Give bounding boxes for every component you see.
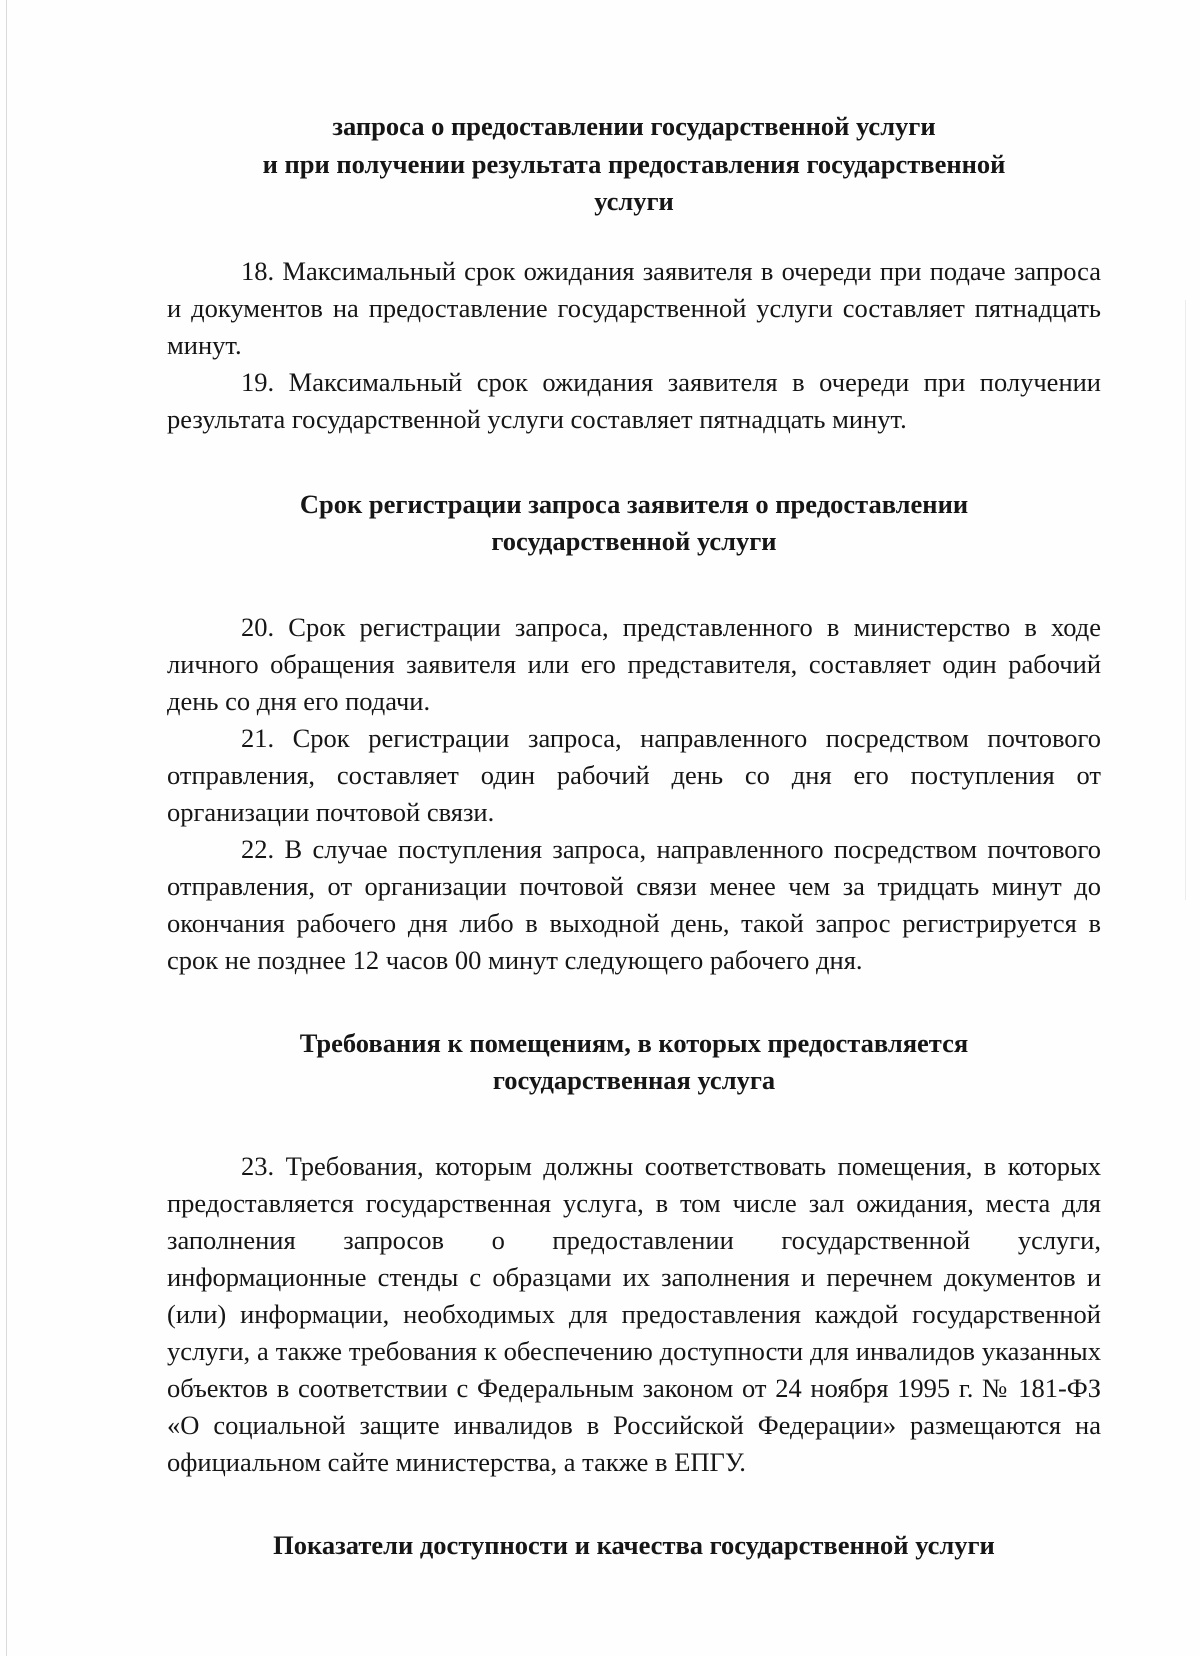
scan-edge-right — [1185, 300, 1186, 900]
heading-line: Срок регистрации запроса заявителя о предоставлении — [299, 488, 969, 519]
paragraph-21: 21. Срок регистрации запроса, направленного посредством почтового отправления, составляет один рабочий день со дня его поступления от организации почтовой связи. — [167, 722, 1101, 827]
heading-line: государственной услуги — [491, 526, 777, 556]
section-heading-queue-time — [167, 108, 1101, 221]
paragraph-19: 19. Максимальный срок ожидания заявителя в очереди при получении результата государственной услуги составляет пятнадцать минут. — [167, 366, 1101, 434]
paragraph-22: 22. В случае поступления запроса, направленного посредством почтового отправления, от организации почтовой связи менее чем за тридцать минут до окончания рабочего дня либо в выходной день, такой запрос регистрируется в срок не позднее 12 часов 00 минут следующего рабочего дня. — [167, 833, 1101, 975]
heading-line: услуги — [594, 186, 674, 216]
paragraph-23: 23. Требования, которым должны соответствовать помещения, в которых предоставляется государственная услуга, в том числе зал ожидания, места для заполнения запросов о предоставлении государственной услуги, информационные стенды с образцами их заполнения и перечнем документов и (или) информации, необходимых для предоставления каждой государственной услуги, а также требования к обеспечению доступности для инвалидов указанных объектов в соответствии с Федеральным законом от 24 ноября 1995 г. № 181-ФЗ «О социальной защите инвалидов в Российской Федерации» размещаются на официальном сайте министерства, а также в ЕПГУ. — [167, 1150, 1101, 1477]
heading-line: Показатели доступности и качества государственной услуги — [273, 1529, 995, 1560]
page-content — [167, 108, 1101, 1564]
paragraph-18: 18. Максимальный срок ожидания заявителя в очереди при подаче запроса и документов на предоставление государственной услуги составляет пятнадцать минут. — [167, 255, 1101, 360]
section-heading-registration-term — [167, 486, 1101, 561]
heading-line: Требования к помещениям, в которых предоставляется — [299, 1027, 969, 1058]
heading-line: и при получении результата предоставления государственной — [262, 148, 1006, 179]
heading-line: запроса о предоставлении государственной услуги — [332, 111, 936, 141]
section-heading-quality-indicators — [167, 1527, 1101, 1565]
heading-line: государственная услуга — [492, 1065, 776, 1095]
paragraph-20: 20. Срок регистрации запроса, представленного в министерство в ходе личного обращения заявителя или его представителя, составляет один рабочий день со дня его подачи. — [167, 611, 1101, 716]
scan-edge-left — [6, 0, 7, 1656]
section-heading-premises-requirements — [167, 1025, 1101, 1100]
